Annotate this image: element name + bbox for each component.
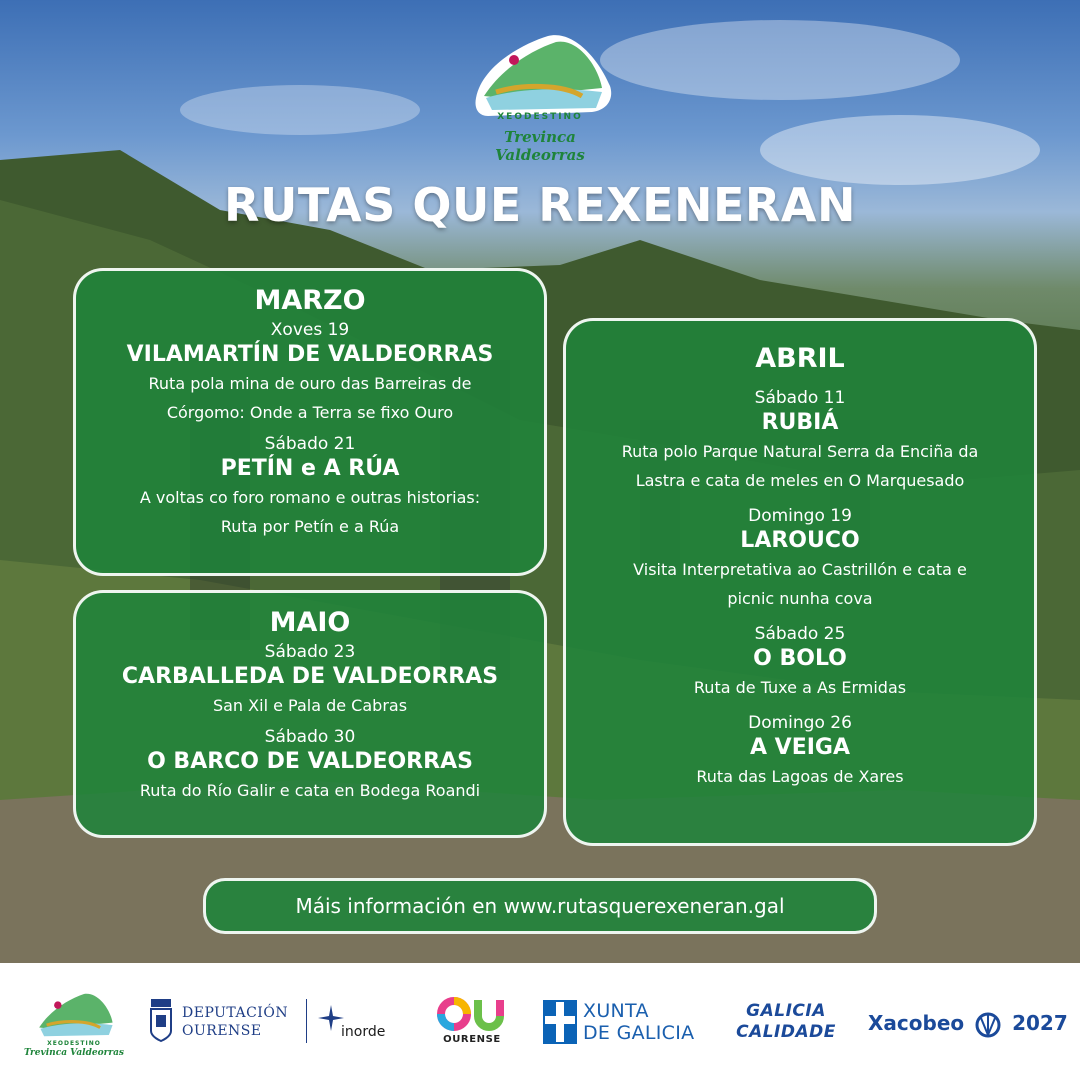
card-abril [563, 318, 1037, 846]
deputacion-line2: OURENSE [182, 1023, 262, 1039]
event-place: RUBIÁ [761, 410, 839, 435]
page-title: RUTAS QUE REXENERAN [224, 178, 856, 232]
xacobeo-logo [868, 1008, 1068, 1040]
xeodestino-logo-small [24, 984, 124, 1062]
event-place: A VEIGA [749, 735, 850, 760]
scallop-shell-icon [975, 1012, 1001, 1038]
logo-line2: Trevinca Valdeorras [495, 128, 585, 164]
deputacion-line1: DEPUTACIÓN [182, 1005, 289, 1021]
xunta-de-galicia-logo [543, 1000, 708, 1046]
event-item [76, 433, 544, 541]
deputacion-ourense-logo [148, 997, 398, 1047]
xeodestino-logo [462, 26, 618, 166]
event-date: Sábado 21 [264, 434, 356, 454]
event-desc: Ruta por Petín e a Rúa [220, 517, 400, 536]
mountain-logo-icon [24, 984, 124, 1040]
event-item [76, 726, 544, 805]
event-desc: Ruta pola mina de ouro das Barreiras de [148, 374, 472, 393]
galicia-calidade-logo [731, 1001, 841, 1045]
event-desc: Ruta polo Parque Natural Serra da Enciña da [621, 442, 979, 461]
galicia-line1: GALICIA [746, 1001, 826, 1021]
event-item [566, 505, 1034, 613]
event-date: Sábado 30 [264, 727, 356, 747]
event-date: Sábado 23 [264, 642, 356, 662]
card-maio [73, 590, 547, 838]
event-date: Sábado 11 [754, 388, 846, 408]
ou-ourense-logo [436, 996, 508, 1052]
event-date: Sábado 25 [754, 624, 846, 644]
event-item [566, 387, 1034, 495]
ou-label: OURENSE [443, 1034, 501, 1045]
xunta-flag-icon [543, 1000, 577, 1044]
event-desc: Lastra e cata de meles en O Marquesado [635, 471, 965, 490]
logo-line1: XEODESTINO [497, 112, 583, 122]
month-heading: MAIO [269, 607, 351, 638]
event-desc: Ruta do Río Galir e cata en Bodega Roandi [139, 781, 481, 800]
xacobeo-year: 2027 [1012, 1011, 1068, 1035]
event-date: Domingo 19 [748, 506, 852, 526]
xunta-line2: DE GALICIA [583, 1022, 695, 1044]
logo-line2: Trevinca Valdeorras [24, 1048, 124, 1058]
xunta-line1: XUNTA [583, 1000, 649, 1022]
more-info-link[interactable]: Máis información en www.rutasquerexeneran.gal [203, 878, 877, 934]
event-desc: Ruta das Lagoas de Xares [696, 767, 904, 786]
event-place: VILAMARTÍN DE VALDEORRAS [126, 342, 494, 367]
card-marzo [73, 268, 547, 576]
event-desc: Visita Interpretativa ao Castrillón e cata e [633, 560, 967, 579]
galicia-line2: CALIDADE [736, 1022, 836, 1042]
event-item [566, 623, 1034, 702]
event-item [76, 641, 544, 720]
event-item [566, 712, 1034, 791]
event-place: PETÍN e A RÚA [220, 456, 400, 481]
event-desc: A voltas co foro romano e outras historias: [139, 488, 481, 507]
event-place: CARBALLEDA DE VALDEORRAS [121, 664, 499, 689]
coat-of-arms-icon [148, 997, 174, 1043]
event-place: O BOLO [753, 646, 847, 671]
divider [306, 999, 307, 1043]
inorde-label: inorde [341, 1024, 386, 1040]
event-desc: San Xil e Pala de Cabras [212, 696, 408, 715]
event-item [76, 319, 544, 427]
xacobeo-name: Xacobeo [868, 1011, 965, 1035]
event-date: Xoves 19 [270, 320, 350, 340]
event-place: LAROUCO [740, 528, 860, 553]
ou-mark-icon [436, 996, 508, 1034]
event-place: O BARCO DE VALDEORRAS [147, 749, 473, 774]
month-heading: MARZO [254, 285, 366, 316]
event-desc: picnic nunha cova [727, 589, 873, 608]
month-heading: ABRIL [755, 343, 845, 374]
logo-line1: XEODESTINO [47, 1040, 101, 1047]
event-desc: Córgomo: Onde a Terra se fixo Ouro [166, 403, 454, 422]
event-date: Domingo 26 [748, 713, 852, 733]
event-desc: Ruta de Tuxe a As Ermidas [693, 678, 907, 697]
